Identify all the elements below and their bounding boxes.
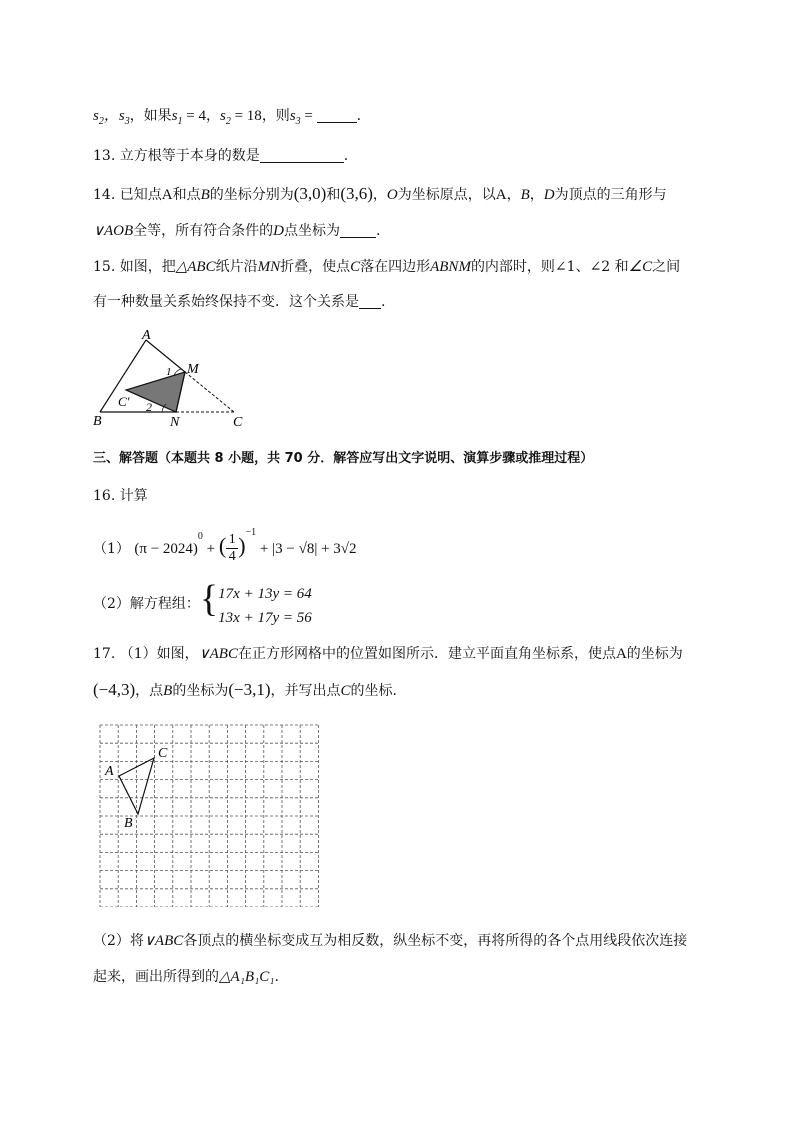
label-m: M [187,362,199,377]
var: D [543,187,555,203]
text: 起来，画出所得到的 [93,969,219,985]
text: . [375,223,381,239]
text: 折叠，使点 [280,259,351,275]
question-17-part2-line1 [93,931,687,951]
text: 和点 [172,187,201,203]
question-text: 计算 [119,488,148,504]
var: A [495,187,507,203]
question-number: 16. [93,488,116,504]
label-b: B [93,414,102,429]
var: s [220,108,226,124]
question-15-line1 [93,257,680,277]
sub: 3 [124,115,130,127]
part-label: （2）解方程组： [93,596,200,612]
var: O [386,187,398,203]
label-a: A [105,764,114,779]
question-number: 14. [93,187,116,203]
coordinate: (3,0) [293,184,327,203]
value: = [300,108,317,124]
text: 各顶点的横坐标变成互为相反数，纵坐标不变，再将所得的各个点用线段依次连接 [183,933,688,949]
var: ABNM [430,259,471,275]
text: 全等，所有符合条件的 [133,223,274,239]
text: 点坐标为 [283,223,340,239]
text: 的坐标． [350,683,407,699]
var: A [161,187,173,203]
var: B [163,683,173,699]
text: 已知点 [119,187,162,203]
dashed-grid [100,725,318,907]
text: 的坐标为 [626,646,683,662]
numerator: 1 [228,532,236,547]
var: B [520,187,530,203]
label-a: A [142,328,151,343]
triangle-symbol: ∨AOB [93,223,134,239]
triangle-symbol: △A₁B₁C₁ [219,969,275,985]
coordinate-b: (−3,1) [228,680,271,699]
label-c: C [233,415,243,430]
question-17-part2-line2 [93,967,279,987]
text: ，并写出点 [270,683,341,699]
text: 的坐标为 [172,683,229,699]
question-number: 17. [93,646,116,662]
question-number: 15. [93,259,116,275]
var-s2: s [93,108,99,124]
sub: 2 [225,115,231,127]
text: 纸片沿 [215,259,258,275]
fold-mc [185,372,234,412]
question-16-part2 [93,578,312,630]
answer-blank[interactable] [317,108,357,123]
grid-figure [98,723,320,907]
question-14-line1 [93,184,667,205]
var-s3: ，s [103,108,125,124]
label-angle-1: 1 [166,366,172,378]
label-n: N [170,415,180,430]
question-17-line1 [93,644,683,664]
sub: 2 [98,115,104,127]
var: MN [257,259,281,275]
var: C [350,259,361,275]
question-17-line2 [93,680,407,701]
text: . [381,294,386,310]
text: . [274,969,279,985]
answer-blank[interactable] [260,148,344,163]
coordinate: (3,6) [340,184,373,203]
label-c: C [158,746,168,761]
fraction [226,532,238,565]
q12-tail-line [93,106,361,132]
var: D [273,223,284,239]
coordinate-a: (−4,3) [93,680,136,699]
paren-left: ( [218,532,227,558]
text: （1）如图， [119,646,199,662]
brace: { [199,578,219,620]
sub: 1 [177,115,183,127]
text: . [343,148,349,164]
var: C [340,683,351,699]
triangle-symbol: ∨ABC [198,646,238,662]
text: ，则 [261,108,290,124]
value: = 18 [230,108,262,124]
answer-blank[interactable] [359,294,381,309]
triangle-symbol: ∨ABC [143,933,184,949]
abs-value: |3 − √8| [272,540,318,557]
expr-base: (π − 2024) [134,540,198,557]
text: ，如果 [129,108,172,124]
fold-triangle-figure [88,326,258,432]
exponent: −1 [245,526,257,538]
denominator: 4 [228,549,236,564]
triangle-symbol: △ABC [175,259,216,275]
sub: 3 [295,115,301,127]
text: 的坐标分别为 [209,187,294,203]
var: A [615,646,627,662]
text: ，点 [135,683,164,699]
text: 的内部时，则∠1、∠2 和 [470,259,629,275]
label-b: B [124,816,133,831]
text: ， [506,187,521,203]
equation-1: 17x + 13y = 64 [218,586,312,602]
question-14-line2 [93,221,380,241]
text: （2）将 [93,933,144,949]
text: 为顶点的三角形与 [554,187,667,203]
section-3-heading: 三、解答题（本题共 8 小题，共 70 分．解答应写出文字说明、演算步骤或推理过程） [93,451,594,466]
text: ， [206,108,220,124]
folded-triangle [126,372,185,412]
label-angle-2: 2 [146,400,152,414]
exponent: 0 [197,530,203,542]
question-13 [93,146,348,166]
var: B [200,187,210,203]
text: ， [372,187,387,203]
text: 如图，把 [119,259,176,275]
value: = 4 [182,108,206,124]
text: 落在四边形 [360,259,431,275]
paren-right: ) [238,532,246,558]
answer-blank[interactable] [340,223,376,238]
text: . [356,108,362,124]
equation-2: 13x + 17y = 56 [218,610,312,626]
text: 有一种数量关系始终保持不变．这个关系是 [93,294,359,310]
equation-system [218,582,312,630]
text: 为坐标原点，以 [397,187,496,203]
question-15-line2 [93,292,385,312]
label-c-prime: C′ [118,394,130,409]
op: + [202,540,219,557]
text: ， [529,187,544,203]
question-16-part1: （1） $(\pi - 2024)^0$ + ( $\frac{1}{4}$ )$^{-1}$ + |3 − √8| + 3√2 [93,526,357,564]
text: 之间 [652,259,681,275]
question-16-title [93,486,148,506]
question-number: 13. [93,148,116,164]
text: 和 [326,187,341,203]
text: 在正方形网格中的位置如图所示．建立平面直角坐标系，使点 [237,646,616,662]
term: + 3√2 [317,540,357,557]
angle-c: ∠C [628,259,653,275]
part-label: （1） [93,540,130,557]
var: s [289,108,296,124]
question-text: 立方根等于本身的数是 [119,148,260,164]
var: s [171,108,178,124]
